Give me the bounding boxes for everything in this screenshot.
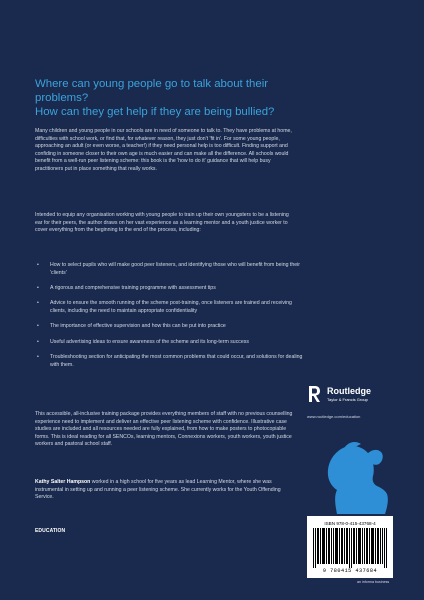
barcode-panel [307, 516, 393, 578]
equip-paragraph: Intended to equip any organisation working with young people to train up their own youngsters to be a listening ear for their peers, the author draws on her vast experience as a learning mentor and a youth justice worker to cover everything from the beginning to the end of the process, including: [35, 212, 289, 234]
author-name: Kathy Salter Hampson [35, 479, 91, 485]
publisher-group: Taylor & Francis Group [327, 397, 368, 402]
barcode-digits: 9 780415 437684 [322, 568, 378, 574]
bullet-icon: • [37, 300, 39, 307]
author-bio-text: worked in a high school for five years as lead Learning Mentor, where she was instrumental in setting up and running a peer listening scheme. She currently works for the Youth Offending Service. [35, 479, 281, 501]
feature-list [35, 262, 305, 377]
bullet-icon: • [37, 338, 39, 345]
bullet-icon: • [37, 284, 39, 291]
headline-question-1: Where can young people go to talk about their problems? [35, 78, 269, 104]
author-bio [35, 479, 297, 502]
intro-paragraph: Many children and young people in our schools are in need of someone to talk to. They have problems at home, difficulties with school work, or find that, for whatever reason, they just don't 'fit in'. For some young people, approaching an adult (or even worse, a teacher!) if they need personal help is too difficult. Finding support and confiding in someone closer to their own age is much easier and can make all the difference. All schools would benefit from a well-run peer listening scheme: this book is the 'how to do it' guidance that will help busy practitioners put in place something that really works. [35, 128, 292, 172]
list-item: • The importance of effective supervision and how this can be put into practice [37, 323, 226, 330]
bullet-icon: • [37, 262, 39, 268]
informa-imprint: an informa business [357, 580, 390, 584]
access-paragraph: This accessible, all-inclusive training package provides everything members of staff with no previous counselling experience need to implement and deliver an effective peer listening scheme with confidence. Illustrative case studies are included and all resources needed are fully explained, from how to make posters to photocopiable forms. This is ideal reading for all SENCOs, learning mentors, Connexions workers, youth workers, youth justice workers and pastoral school staff. [35, 411, 293, 448]
girl-listening-silhouette-icon [307, 424, 395, 514]
list-item: • How to select pupils who will make good peer listeners, and identifying those who will benefit from being their 'clients' [37, 262, 300, 276]
publisher-logo [307, 385, 407, 415]
routledge-r-logo-icon [307, 385, 321, 403]
isbn-number: ISBN 978-0-415-43768-4 [324, 521, 376, 526]
category-label: EDUCATION [35, 528, 66, 534]
list-item: • A rigorous and comprehensive training programme with assessment tips [37, 284, 216, 291]
bullet-icon: • [37, 354, 39, 361]
barcode-icon [313, 528, 387, 568]
headline-question-2: How can they get help if they are being bullied? [35, 106, 275, 118]
publisher-website: www.routledge.com/education [307, 414, 361, 419]
bullet-icon: • [37, 323, 39, 330]
list-item: • Troubleshooting section for anticipating the most common problems that could occur, and solutions for dealing with them. [37, 354, 303, 368]
publisher-name: Routledge [327, 386, 371, 396]
list-item: • Advice to ensure the smooth running of the scheme post-training, once listeners are trained and receiving clients, including the need to maintain appropriate confidentiality [37, 300, 292, 314]
list-item: • Useful advertising ideas to ensure awareness of the scheme and its long-term success [37, 338, 249, 345]
